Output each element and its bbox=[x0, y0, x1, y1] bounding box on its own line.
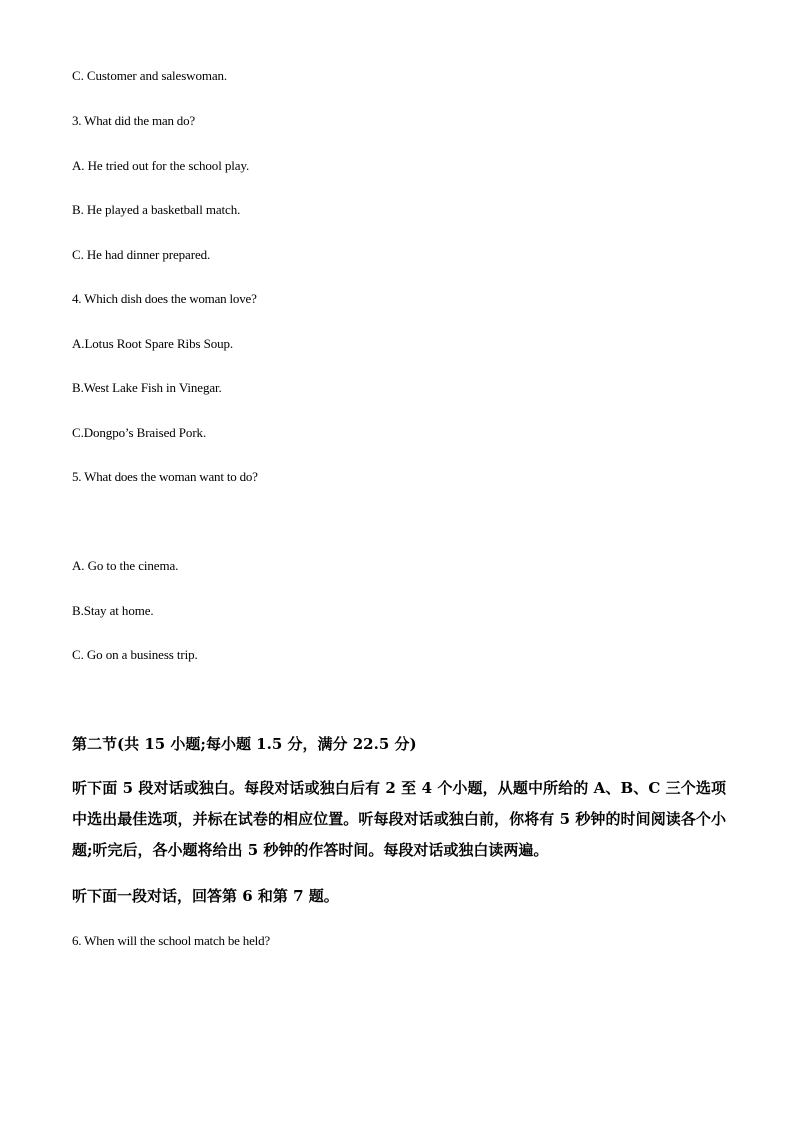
q6-question: 6. When will the school match be held? bbox=[72, 933, 270, 948]
section2-instructions: 听下面 5 段对话或独白。每段对话或独白后有 2 至 4 个小题，从题中所给的 A、B、C 三个选项中选出最佳选项，并标在试卷的相应位置。听每段对话或独白前，你将有 5 秒钟的时间阅读各个小题;听完后，各小题将给出 5 秒钟的作答时间。每段对话或独白读两遍。 bbox=[72, 779, 726, 859]
q3-option-c: C. He had dinner prepared. bbox=[72, 247, 211, 262]
section2-heading: 第二节(共 15 小题;每小题 1.5 分，满分 22.5 分) bbox=[72, 735, 417, 753]
q5-question: 5. What does the woman want to do? bbox=[72, 469, 258, 484]
q4-option-b: B.West Lake Fish in Vinegar. bbox=[72, 380, 222, 395]
q5-option-c: C. Go on a business trip. bbox=[72, 647, 198, 662]
q3-option-a: A. He tried out for the school play. bbox=[72, 158, 250, 173]
q4-question: 4. Which dish does the woman love? bbox=[72, 291, 257, 306]
q5-option-b: B.Stay at home. bbox=[72, 603, 154, 618]
q3-question: 3. What did the man do? bbox=[72, 113, 195, 128]
q5-option-a: A. Go to the cinema. bbox=[72, 558, 179, 573]
q2-option-c: C. Customer and saleswoman. bbox=[72, 68, 228, 83]
q3-option-b: B. He played a basketball match. bbox=[72, 202, 241, 217]
q4-option-a: A.Lotus Root Spare Ribs Soup. bbox=[72, 336, 234, 351]
q4-option-c: C.Dongpo’s Braised Pork. bbox=[72, 425, 207, 440]
dialogue-intro: 听下面一段对话，回答第 6 和第 7 题。 bbox=[72, 887, 339, 905]
